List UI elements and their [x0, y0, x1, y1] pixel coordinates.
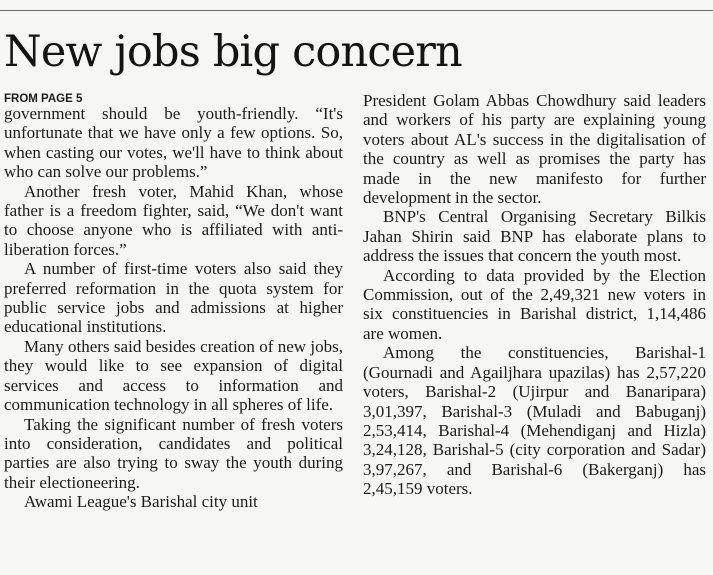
paragraph: Among the constituencies, Barishal-1 (Gournadi and Agailjhara upazilas) has 2,57,220 voters, Barishal-2 (Ujirpur and Banaripara) 3,01,397, Barishal-3 (Muladi and Babuganj) 2,53,414, Barishal-4 (Mehendiganj and Hizla) 3,24,128, Barishal-5 (city corporation and Sadar) 3,97,267, and Barishal-6 (Bakerganj) has 2,45,159 voters. [363, 343, 706, 499]
paragraph: Awami League's Barishal city unit [24, 492, 258, 512]
continuation-kicker: FROM PAGE 5 [4, 93, 83, 105]
paragraph: A number of first-time voters also said they preferred reformation in the quota system for public service jobs and admissions at higher educational institutions. [4, 259, 343, 337]
paragraph: BNP's Central Organising Secretary Bilkis Jahan Shirin said BNP has elaborate plans to address the issues that concern the youth most. [363, 207, 706, 266]
article-column-right [363, 91, 706, 499]
paragraph: Another fresh voter, Mahid Khan, whose father is a freedom fighter, said, “We don't want to choose anyone who is affiliated with anti-liberation forces.” [4, 181, 343, 259]
paragraph: President Golam Abbas Chowdhury said leaders and workers of his party are explaining young voters about AL's success in the digitalisation of the country as well as promises the party has made in the new manifesto for further development in the sector. [363, 91, 706, 208]
top-divider-rule [0, 10, 713, 11]
article-headline: New jobs big concern [4, 27, 462, 77]
paragraph: Taking the significant number of fresh voters into consideration, candidates and political parties are also trying to sway the youth during their electioneering. [4, 414, 343, 492]
paragraph: According to data provided by the Election Commission, out of the 2,49,321 new voters in six constituencies in Barishal district, 1,14,486 are women. [363, 265, 706, 343]
paragraph: government should be youth-friendly. “It's unfortunate that we have only a few options. So, when casting our votes, we'll have to think about who can solve our problems.” [4, 104, 343, 182]
article-column-left [4, 104, 343, 512]
paragraph: Many others said besides creation of new jobs, they would like to see expansion of digital services and access to information and communication technology in all spheres of life. [4, 336, 343, 415]
